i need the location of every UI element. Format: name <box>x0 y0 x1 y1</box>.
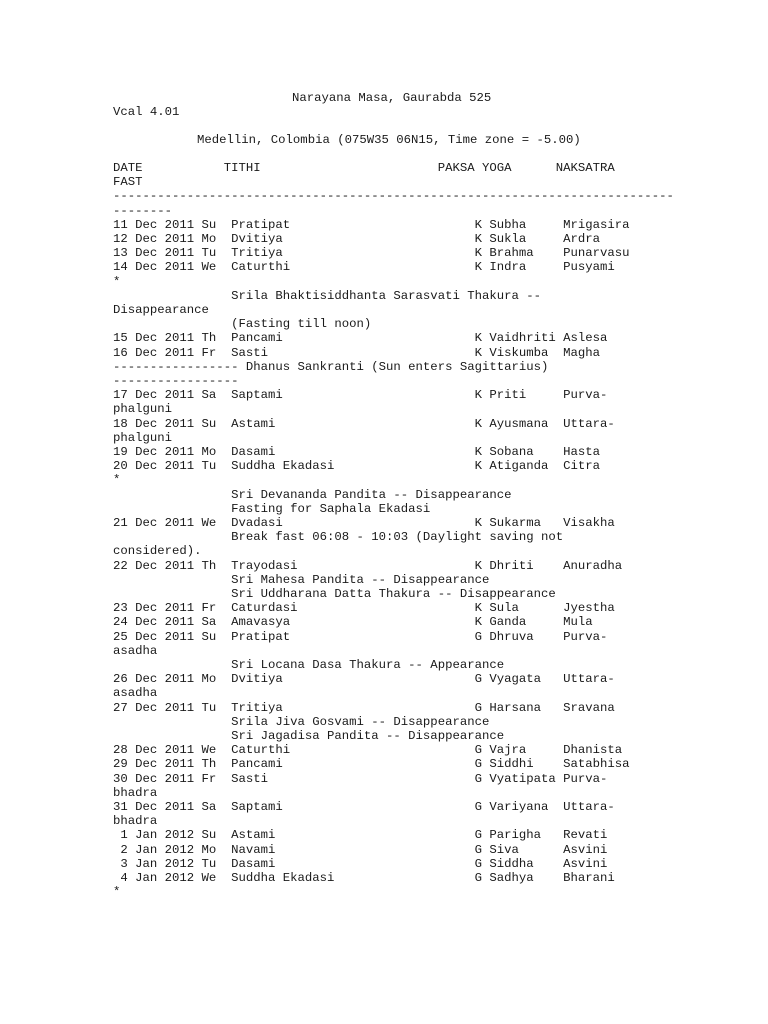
calendar-line: 17 Dec 2011 Sa Saptami K Priti Purva- <box>113 388 608 403</box>
calendar-line: 14 Dec 2011 We Caturthi K Indra Pusyami <box>113 260 615 275</box>
calendar-line: 29 Dec 2011 Th Pancami G Siddhi Satabhisa <box>113 757 630 772</box>
calendar-line: asadha <box>113 686 158 701</box>
calendar-line: 21 Dec 2011 We Dvadasi K Sukarma Visakha <box>113 516 615 530</box>
calendar-line: Sri Devananda Pandita -- Disappearance <box>113 487 512 502</box>
calendar-line: Srila Bhaktisiddhanta Sarasvati Thakura -- <box>113 288 542 303</box>
calendar-line: 18 Dec 2011 Su Astami K Ayusmana Uttara- <box>113 416 615 431</box>
calendar-line: FAST <box>113 175 143 190</box>
calendar-line: Fasting for Saphala Ekadasi <box>113 501 431 516</box>
calendar-line: 12 Dec 2011 Mo Dvitiya K Sukla Ardra <box>113 232 601 246</box>
calendar-line: Sri Jagadisa Pandita -- Disappearance <box>113 729 505 743</box>
calendar-line: (Fasting till noon) <box>113 317 372 332</box>
calendar-line: Srila Jiva Gosvami -- Disappearance <box>113 714 490 729</box>
calendar-line: 30 Dec 2011 Fr Sasti G Vyatipata Purva- <box>113 771 608 786</box>
calendar-line: * <box>113 885 121 900</box>
calendar-line: Sri Mahesa Pandita -- Disappearance <box>113 572 490 587</box>
calendar-line: 1 Jan 2012 Su Astami G Parigha Revati <box>113 828 608 843</box>
location-line: Medellin, Colombia (075W35 06N15, Time zone = -5.00) <box>197 133 581 147</box>
calendar-line: 26 Dec 2011 Mo Dvitiya G Vyagata Uttara- <box>113 672 615 687</box>
calendar-line: DATE TITHI PAKSA YOGA NAKSATRA <box>113 161 615 175</box>
calendar-line: ----------------- <box>113 374 239 388</box>
calendar-line: 15 Dec 2011 Th Pancami K Vaidhriti Aslesa <box>113 331 608 346</box>
calendar-line: 11 Dec 2011 Su Pratipat K Subha Mrigasira <box>113 217 630 232</box>
calendar-line: ----------------- Dhanus Sankranti (Sun enters Sagittarius) <box>113 359 549 374</box>
calendar-line: 31 Dec 2011 Sa Saptami G Variyana Uttara- <box>113 800 615 814</box>
calendar-line: * <box>113 274 121 289</box>
calendar-line: phalguni <box>113 430 173 445</box>
calendar-line: 22 Dec 2011 Th Trayodasi K Dhriti Anuradha <box>113 558 623 573</box>
calendar-line: asadha <box>113 643 158 658</box>
calendar-line: 16 Dec 2011 Fr Sasti K Viskumba Magha <box>113 345 601 360</box>
calendar-line: 20 Dec 2011 Tu Suddha Ekadasi K Atiganda Citra <box>113 459 601 474</box>
calendar-line: 13 Dec 2011 Tu Tritiya K Brahma Punarvasu <box>113 246 630 261</box>
calendar-line: phalguni <box>113 402 173 417</box>
calendar-line: 27 Dec 2011 Tu Tritiya G Harsana Sravana <box>113 700 615 715</box>
calendar-line: 4 Jan 2012 We Suddha Ekadasi G Sadhya Bharani <box>113 871 615 885</box>
calendar-line: bhadra <box>113 785 158 800</box>
calendar-line: ---------------------------------------------------------------------------- <box>113 189 674 204</box>
document-title: Narayana Masa, Gaurabda 525 <box>292 91 492 105</box>
calendar-line: 28 Dec 2011 We Caturthi G Vajra Dhanista <box>113 743 623 758</box>
calendar-line: 25 Dec 2011 Su Pratipat G Dhruva Purva- <box>113 629 608 644</box>
version-label: Vcal 4.01 <box>113 105 180 119</box>
calendar-line: 24 Dec 2011 Sa Amavasya K Ganda Mula <box>113 615 593 630</box>
calendar-line: 19 Dec 2011 Mo Dasami K Sobana Hasta <box>113 445 601 459</box>
calendar-line: Disappearance <box>113 303 209 317</box>
calendar-line: 3 Jan 2012 Tu Dasami G Siddha Asvini <box>113 856 608 871</box>
calendar-line: 2 Jan 2012 Mo Navami G Siva Asvini <box>113 842 608 857</box>
calendar-line: 23 Dec 2011 Fr Caturdasi K Sula Jyestha <box>113 601 615 616</box>
calendar-line: considered). <box>113 544 202 559</box>
calendar-line: bhadra <box>113 814 158 829</box>
calendar-line: Sri Locana Dasa Thakura -- Appearance <box>113 658 505 672</box>
calendar-line: -------- <box>113 203 173 218</box>
calendar-line: Break fast 06:08 - 10:03 (Daylight saving not <box>113 530 564 545</box>
calendar-line: * <box>113 473 121 488</box>
calendar-line: Sri Uddharana Datta Thakura -- Disappearance <box>113 587 556 601</box>
